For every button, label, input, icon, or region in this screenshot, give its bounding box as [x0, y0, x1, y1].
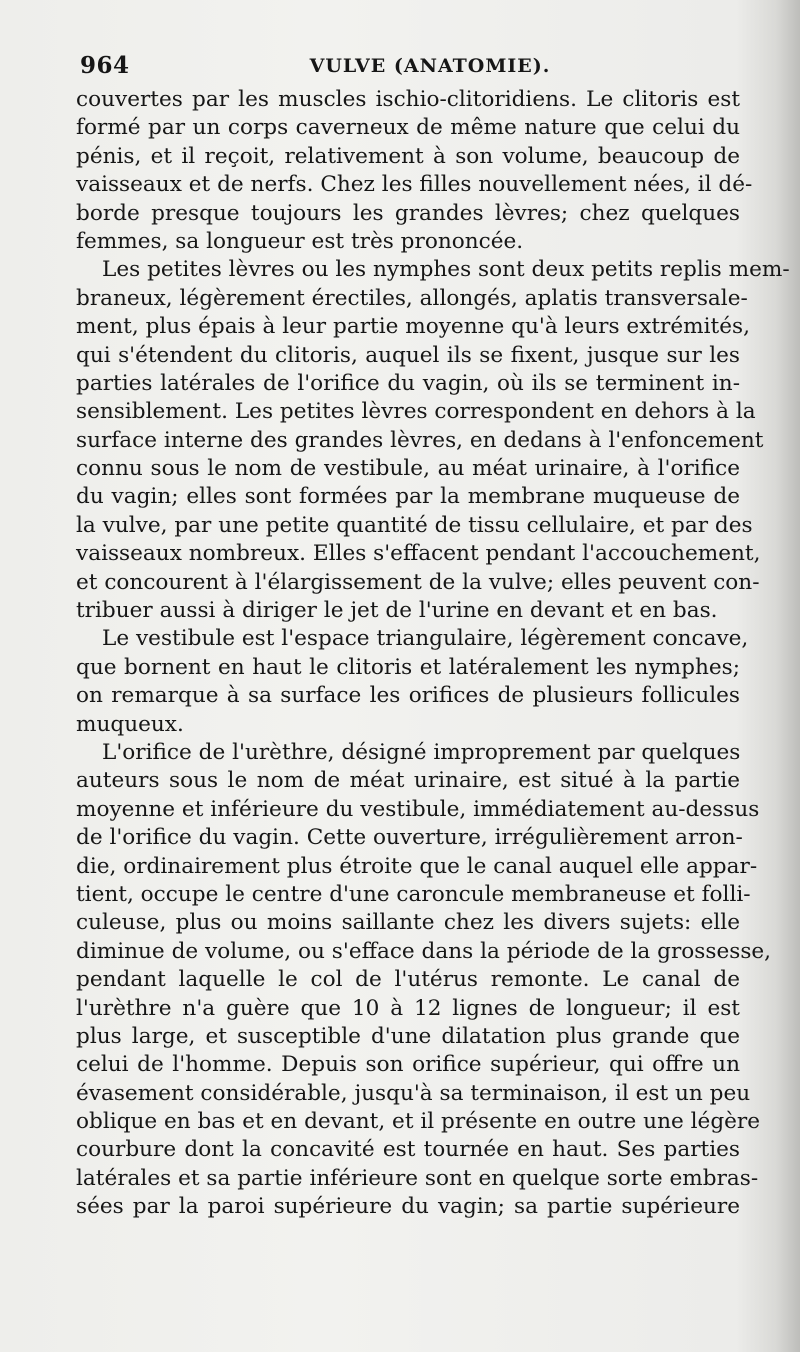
- paragraph-3: [76, 625, 749, 739]
- text-line: tient, occupe le centre d'une caroncule membraneuse et folli-: [76, 881, 751, 907]
- text-line: la vulve, par une petite quantité de tissu cellulaire, et par des: [76, 512, 753, 538]
- text-line: sensiblement. Les petites lèvres correspondent en dehors à la: [76, 399, 756, 425]
- text-line: die, ordinairement plus étroite que le canal auquel elle appar-: [76, 853, 758, 879]
- text-line: couvertes par les muscles ischio-clitoridiens. Le clitoris est: [76, 87, 740, 112]
- paragraph-4: [76, 739, 772, 1222]
- text-line: Le vestibule est l'espace triangulaire, légèrement concave,: [102, 626, 749, 652]
- text-line: moyenne et inférieure du vestibule, immédiatement au-dessus: [76, 796, 760, 822]
- text-line: femmes, sa longueur est très prononcée.: [76, 228, 524, 254]
- page-header: [80, 52, 740, 86]
- text-line: évasement considérable, jusqu'à sa terminaison, il est un peu: [76, 1080, 751, 1106]
- text-line: ment, plus épais à leur partie moyenne qu'à leurs extrémités,: [76, 314, 750, 340]
- text-line: l'urèthre n'a guère que 10 à 12 lignes de longueur; il est: [76, 995, 740, 1021]
- page-number: 964: [80, 52, 130, 79]
- text-line: courbure dont la concavité est tournée en haut. Ses parties: [76, 1137, 740, 1163]
- text-line: connu sous le nom de vestibule, au méat urinaire, à l'orifice: [76, 456, 740, 482]
- text-line: celui de l'homme. Depuis son orifice supérieur, qui offre un: [76, 1052, 740, 1078]
- text-line: pendant laquelle le col de l'utérus remonte. Le canal de: [76, 967, 740, 993]
- text-line: oblique en bas et en devant, et il présente en outre une légère: [76, 1109, 761, 1135]
- text-line: diminue de volume, ou s'efface dans la période de la grossesse,: [76, 938, 772, 964]
- text-line: et concourent à l'élargissement de la vulve; elles peuvent con-: [76, 569, 760, 595]
- body-text: [76, 86, 790, 1222]
- text-line: on remarque à sa surface les orifices de plusieurs follicules: [76, 683, 740, 709]
- text-line: vaisseaux et de nerfs. Chez les filles nouvellement nées, il dé-: [76, 172, 753, 198]
- running-head: VULVE (ANATOMIE).: [309, 55, 551, 77]
- text-line: parties latérales de l'orifice du vagin, où ils se terminent in-: [76, 370, 740, 396]
- text-line: borde presque toujours les grandes lèvres; chez quelques: [76, 200, 740, 226]
- paragraph-2: [76, 256, 790, 625]
- text-line: formé par un corps caverneux de même nature que celui du: [76, 115, 740, 141]
- text-line: plus large, et susceptible d'une dilatation plus grande que: [76, 1023, 740, 1049]
- text-line: qui s'étendent du clitoris, auquel ils se fixent, jusque sur les: [76, 342, 740, 368]
- text-line: surface interne des grandes lèvres, en dedans à l'enfoncement: [76, 427, 764, 453]
- text-line: pénis, et il reçoit, relativement à son volume, beaucoup de: [76, 143, 740, 169]
- text-line: auteurs sous le nom de méat urinaire, est situé à la partie: [76, 768, 740, 794]
- text-line: vaisseaux nombreux. Elles s'effacent pendant l'accouchement,: [76, 541, 761, 567]
- text-line: muqueux.: [76, 711, 184, 737]
- text-line: L'orifice de l'urèthre, désigné improprement par quelques: [102, 739, 741, 765]
- text-line: Les petites lèvres ou les nymphes sont deux petits replis mem-: [102, 257, 790, 283]
- text-line: latérales et sa partie inférieure sont en quelque sorte embras-: [76, 1165, 759, 1191]
- text-line: que bornent en haut le clitoris et latéralement les nymphes;: [76, 654, 740, 680]
- text-line: culeuse, plus ou moins saillante chez les divers sujets: elle: [76, 910, 740, 936]
- paragraph-1: [76, 86, 753, 256]
- text-line: de l'orifice du vagin. Cette ouverture, irrégulièrement arron-: [76, 825, 743, 851]
- text-line: braneux, légèrement érectiles, allongés, aplatis transversale-: [76, 285, 748, 311]
- text-line: tribuer aussi à diriger le jet de l'urine en devant et en bas.: [76, 598, 718, 624]
- text-line: du vagin; elles sont formées par la membrane muqueuse de: [76, 484, 740, 510]
- text-line: sées par la paroi supérieure du vagin; sa partie supérieure: [76, 1194, 740, 1220]
